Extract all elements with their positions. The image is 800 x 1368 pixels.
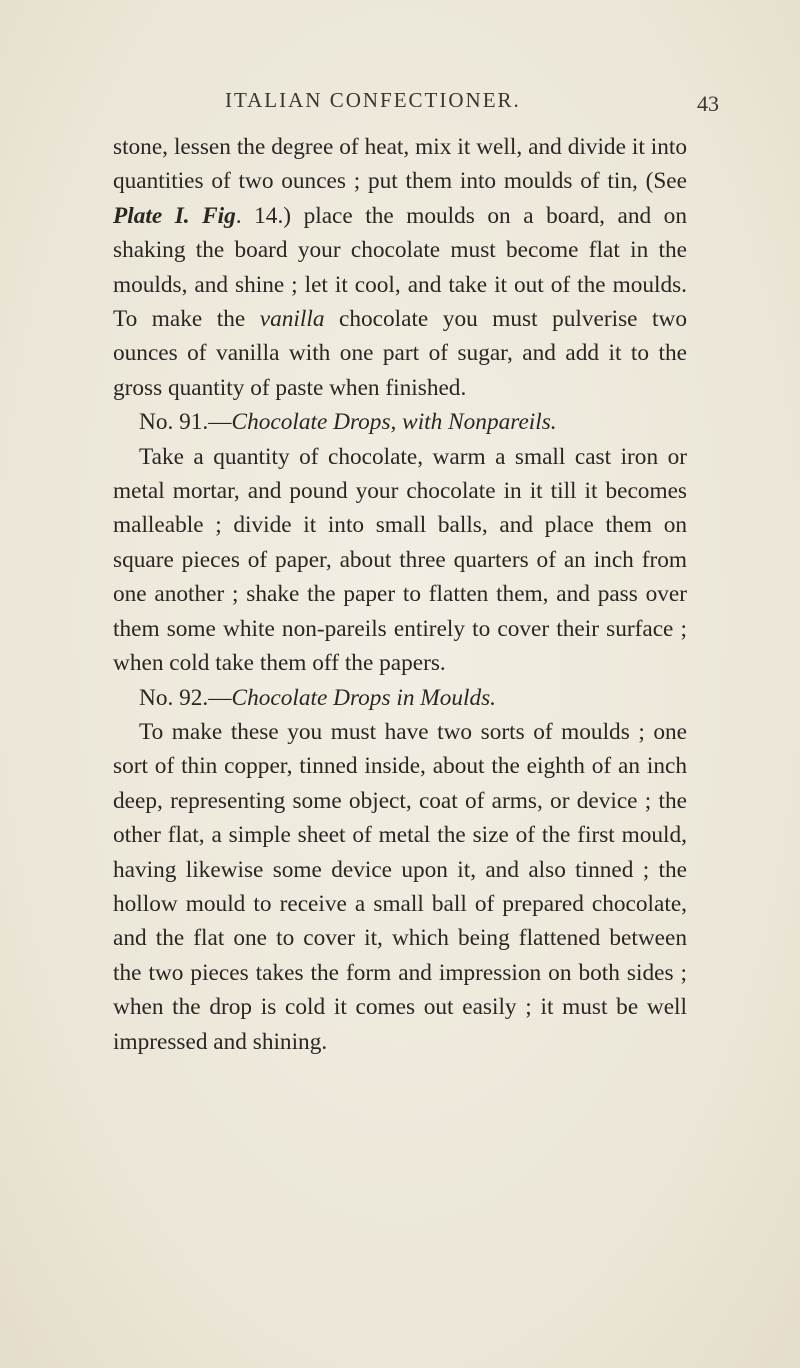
recipe-91-heading [113, 405, 687, 439]
body-text [113, 130, 687, 1059]
page-number: 43 [697, 91, 719, 116]
recipe-92-number: No. 92.— [139, 684, 232, 711]
recipe-91-number: No. 91.— [139, 409, 232, 436]
recipe-92-text: To make these you must have two sorts of moulds ; one sort of thin copper, tinned inside, about the eighth of an inch deep, representing some object, coat of arms, or device ; the other flat, a simple sheet of metal the size of the first mould, having likewise some device upon it, and also tinned ; the hollow mould to receive a small ball of prepared chocolate, and the flat one to cover it, which being flattened between the two pieces takes the form and impression on both sides ; when the drop is cold it comes out easily ; it must be well impressed and shining. [113, 718, 687, 1055]
recipe-91-text: Take a quantity of chocolate, warm a small cast iron or metal mortar, and pound your chocolate in it till it becomes malleable ; divide it into small balls, and place them on square pieces of paper, about three quarters of an inch from one another ; shake the paper to flatten them, and pass over them some white non-pareils entirely to cover their surface ; when cold take them off the papers. [113, 443, 687, 677]
running-head [0, 88, 800, 124]
continued-paragraph [113, 130, 687, 405]
recipe-91-title: Chocolate Drops, with Nonpareils. [231, 409, 557, 436]
running-title: ITALIAN CONFECTIONER. [225, 88, 521, 112]
vanilla-word: vanilla [259, 306, 325, 333]
continued-paragraph-text-2: . 14.) place the moulds on a board, and on shaking the board your chocolate must become flat in the moulds, and shine ; let it cool, and take it out of the moulds. To make the [113, 202, 687, 333]
continued-paragraph-text-1: stone, lessen the degree of heat, mix it well, and divide it into quantities of two ounces ; put them into moulds of tin, (See [113, 134, 687, 195]
continued-paragraph-text-3: chocolate you must pulverise two ounces of vanilla with one part of sugar, and add it to the gross quantity of paste when finished. [113, 306, 687, 401]
recipe-92-heading [113, 681, 687, 715]
recipe-92-title: Chocolate Drops in Moulds. [231, 684, 497, 711]
plate-reference: Plate I. Fig [113, 202, 236, 229]
